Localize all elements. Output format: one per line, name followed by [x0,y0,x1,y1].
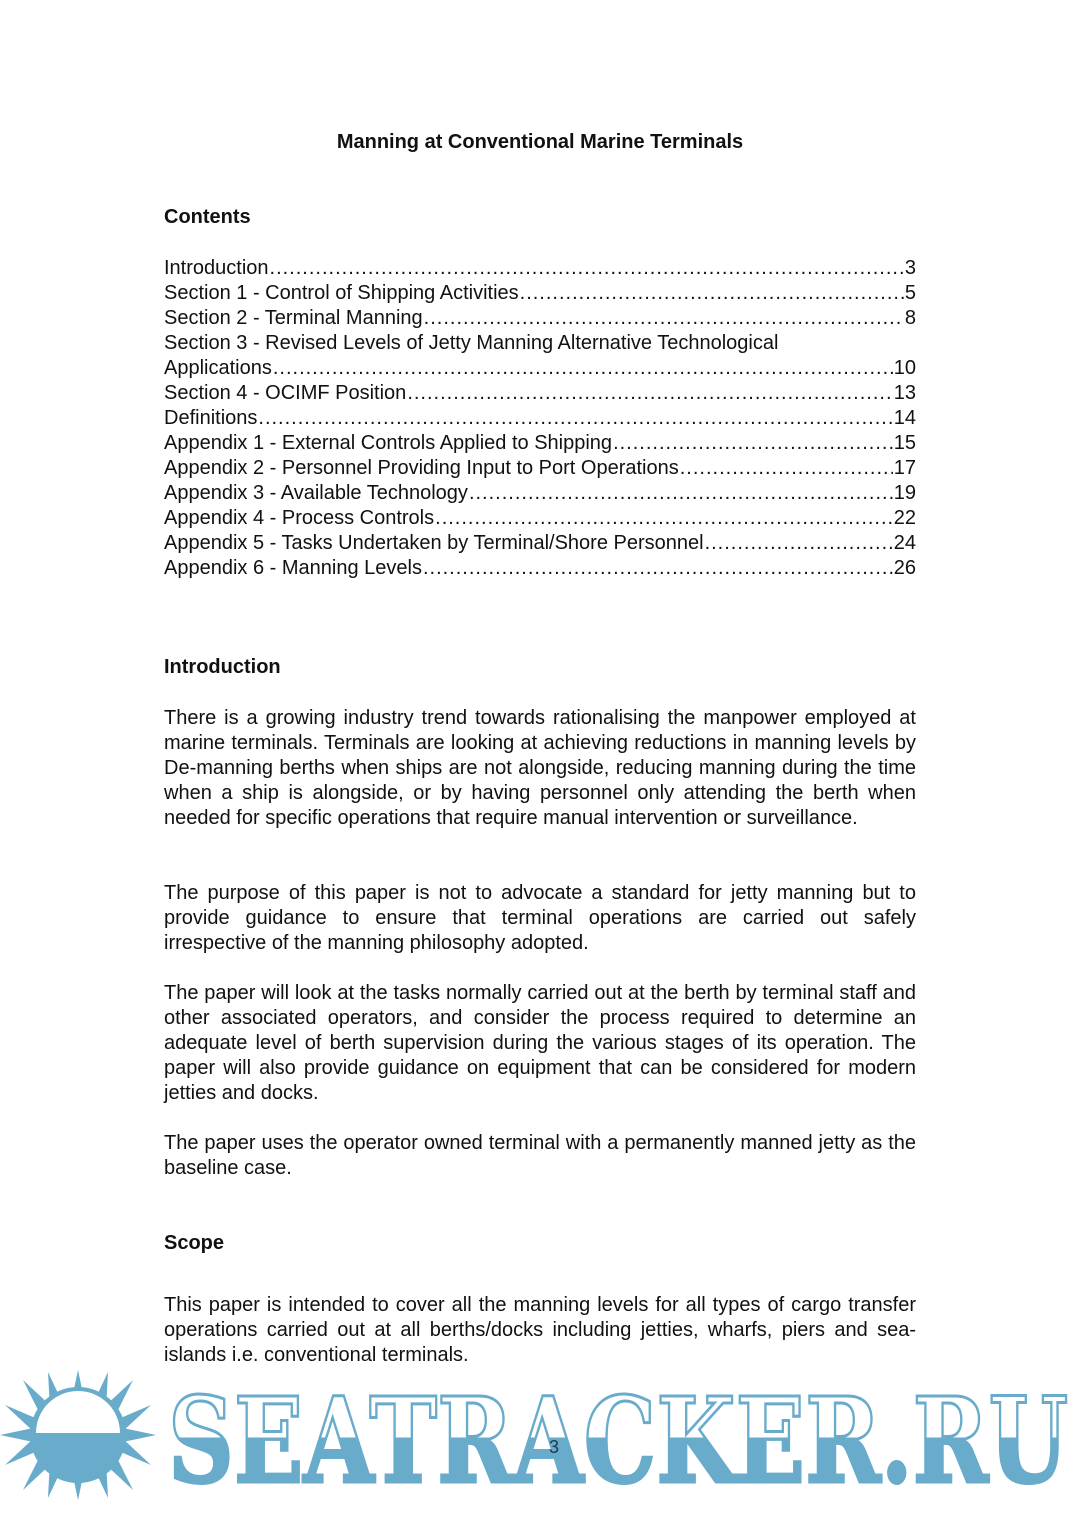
toc-entry[interactable]: Definitions ..... 14 [164,406,916,431]
toc-entry-line1[interactable]: Section 3 - Revised Levels of Jetty Manning Alternative Technological [164,332,779,354]
toc-entry[interactable]: Section 1 - Control of Shipping Activities ..... 5 [164,281,916,306]
scope-heading: Scope [164,1232,225,1254]
intro-paragraph-4: The paper uses the operator owned terminal with a permanently manned jetty as the baseline case. [164,1132,916,1179]
intro-paragraph-1: There is a growing industry trend towards rationalising the manpower employed at marine terminals. Terminals are looking at achieving reductions in manning levels by De-manning berths when ships are not alongside, reducing manning during the time when a ship is alongside, or by having personnel only attending the berth when needed for specific operations that require manual intervention or surveillance. [164,707,916,829]
contents-heading: Contents [164,206,251,228]
scope-paragraph-1: This paper is intended to cover all the manning levels for all types of cargo transfer operations carried out at all berths/docks including jetties, wharfs, piers and sea-islands i.e. conventional terminals. [164,1294,916,1366]
toc-entry[interactable]: Section 2 - Terminal Manning ..... 8 [164,306,916,331]
toc-entry[interactable]: Section 4 - OCIMF Position ..... 13 [164,381,916,406]
toc-entry[interactable]: Appendix 2 - Personnel Providing Input to Port Operations ..... 17 [164,456,916,481]
introduction-heading: Introduction [164,656,281,678]
intro-paragraph-2: The purpose of this paper is not to advocate a standard for jetty manning but to provide guidance to ensure that terminal operations are carried out safely irrespective of the manning philosophy adopted. [164,882,916,954]
toc-entry[interactable]: Appendix 6 - Manning Levels ..... 26 [164,556,916,581]
watermark-text: SEATRACKER.RU [168,1371,1068,1500]
toc-entry[interactable]: Appendix 3 - Available Technology ..... 19 [164,481,916,506]
table-of-contents [164,256,916,581]
page-number: 3 [549,1437,560,1457]
toc-entry[interactable]: Introduction ..... 3 [164,256,916,281]
sun-over-sea-icon [0,1370,156,1500]
toc-entry[interactable]: Applications ..... 10 [164,356,916,381]
toc-entry[interactable]: Appendix 5 - Tasks Undertaken by Terminal/Shore Personnel ..... 24 [164,531,916,556]
document-title: Manning at Conventional Marine Terminals [336,131,744,153]
intro-paragraph-3: The paper will look at the tasks normally carried out at the berth by terminal staff and other associated operators, and consider the process required to determine an adequate level of berth supervision during the various stages of its operation. The paper will also provide guidance on equipment that can be considered for modern jetties and docks. [164,982,916,1104]
watermark-logo [0,1370,1080,1500]
toc-entry[interactable]: Appendix 1 - External Controls Applied to Shipping ..... 15 [164,431,916,456]
toc-entry[interactable]: Appendix 4 - Process Controls ..... 22 [164,506,916,531]
